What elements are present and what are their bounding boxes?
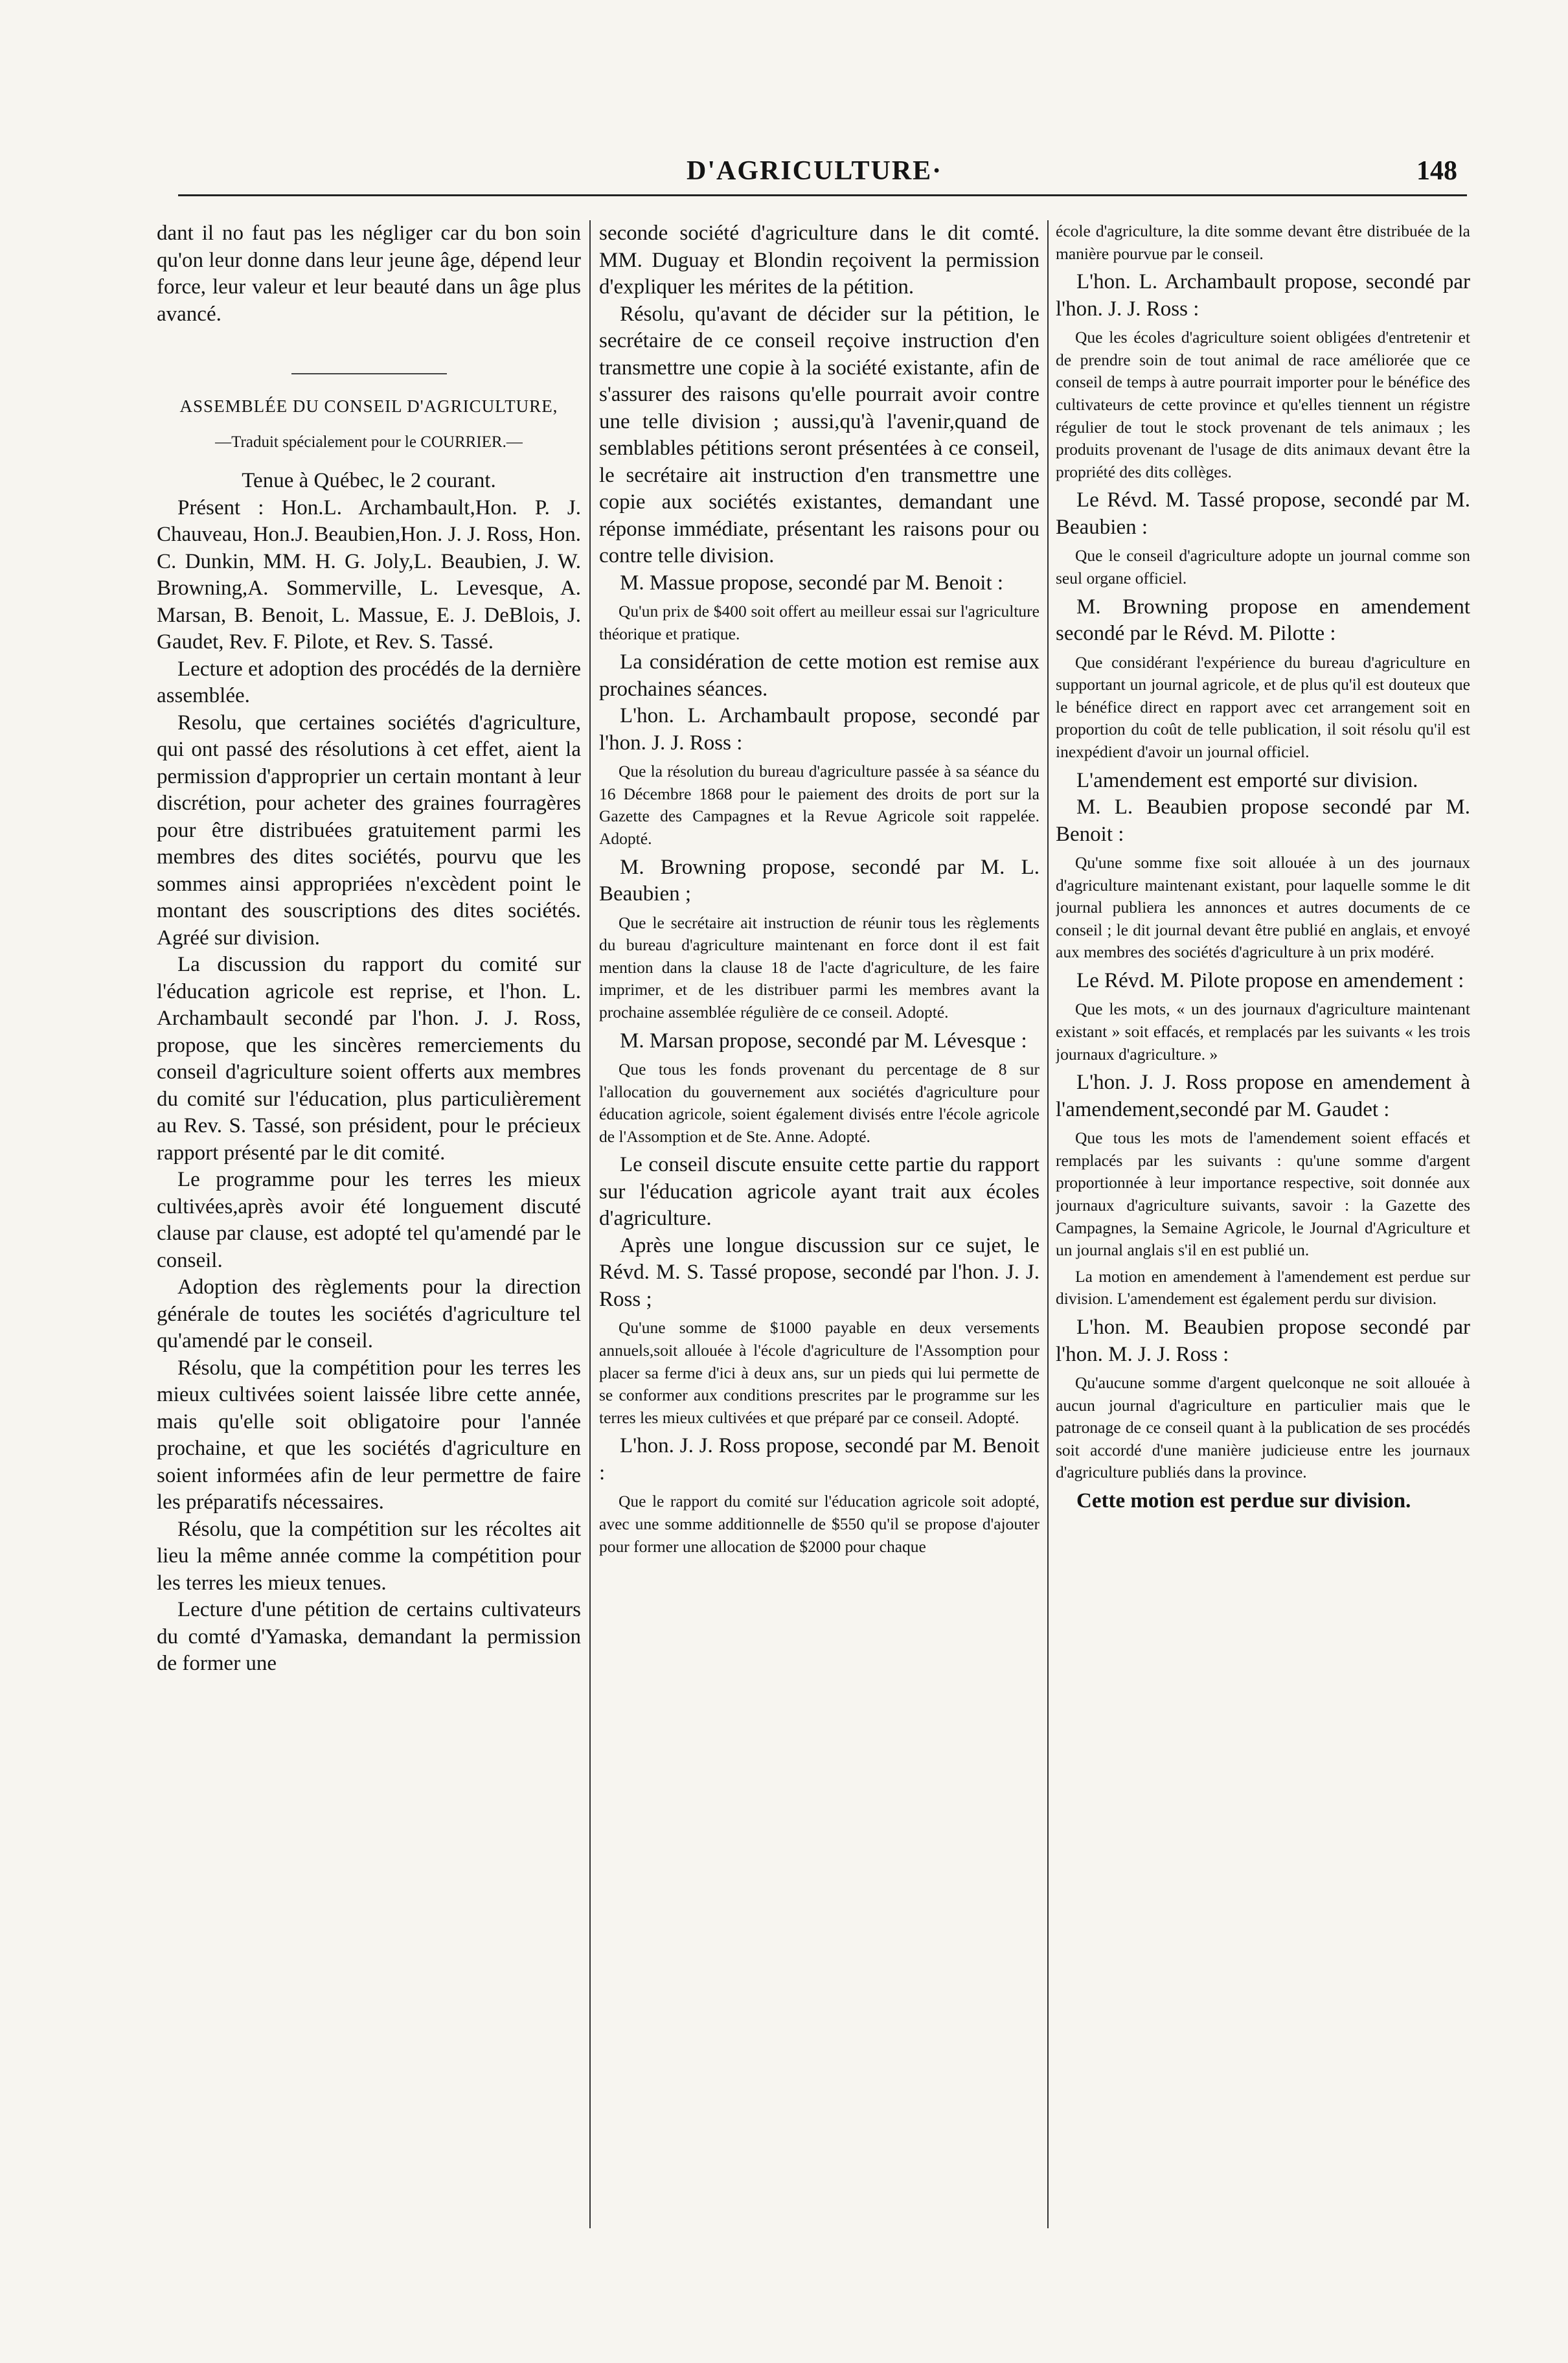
paragraph: La motion en amendement à l'amendement est perdue sur division. L'amendement est également perdu sur division. (1056, 1266, 1470, 1308)
motion: L'hon. L. Archambault propose, secondé par l'hon. J. J. Ross : (599, 704, 1040, 755)
motion: Le Révd. M. Pilote propose en amendement : (1076, 968, 1464, 992)
paragraph: Adoption des règlements pour la direction générale de toutes les sociétés d'agriculture tel qu'amendé par le conseil. (157, 1275, 581, 1353)
resolution: Résolu, que la compétition pour les terres les mieux cultivées soient laissée libre cette année, mais qu'elle soit obligatoire pour l'année prochaine, et que les sociétés d'agriculture en soient informées afin de leur permettre de faire les préparatifs nécessaires. (157, 1356, 581, 1514)
motion-text: Qu'un prix de $400 soit offert au meilleur essai sur l'agriculture théorique et pratique. (599, 602, 1040, 643)
motion: L'hon. L. Archambault propose, secondé par l'hon. J. J. Ross : (1056, 270, 1470, 321)
closing-statement: Cette motion est perdue sur division. (1076, 1489, 1411, 1513)
resolution: Resolu, que certaines sociétés d'agriculture, qui ont passé des résolutions à cet effet, aient la permission d'approprier un certain montant à leur discrétion, pour acheter des graines fourragères pour être distribuées gratuitement parmi les membres des dites sociétés, pourvu que les sommes ainsi appropriées n'excèdent point le montant des souscriptions des dites sociétés. Agréé sur division. (157, 711, 581, 950)
resolution: Résolu, que la compétition sur les récoltes ait lieu la même année comme la compétition pour les terres les mieux tenues. (157, 1517, 581, 1595)
attendance: Présent : Hon.L. Archambault,Hon. P. J. Chauveau, Hon.J. Beaubien,Hon. J. J. Ross, Hon. C. Dunkin, MM. H. G. Joly,L. Beaubien, J. W. Browning,A. Sommerville, L. Levesque, A. Marsan, B. Benoit, L. Massue, E. J. DeBlois, J. Gaudet, Rev. F. Pilote, et Rev. S. Tassé. (157, 496, 581, 654)
column-1 (157, 220, 581, 2266)
motion-text: Que le secrétaire ait instruction de réunir tous les règlements du bureau d'agriculture maintenant en force dont il est fait mention dans la clause 18 de l'acte d'agriculture, de les faire imprimer, et de les distribuer parmi les membres avant la prochaine assemblée régulière de ce conseil. Adopté. (599, 913, 1040, 1022)
motion-text: Que la résolution du bureau d'agriculture passée à sa séance du 16 Décembre 1868 pour le paiement des droits de port sur la Gazette des Campagnes et la Revue Agricole soit rappelée. Adopté. (599, 762, 1040, 848)
motion: M. L. Beaubien propose secondé par M. Benoit : (1056, 795, 1470, 846)
motion: L'hon. J. J. Ross propose, secondé par M. Benoit : (599, 1434, 1040, 1485)
column-divider (589, 220, 591, 2228)
section-separator (291, 373, 447, 374)
motion-text: Qu'une somme de $1000 payable en deux versements annuels,soit allouée à l'école d'agriculture de l'Assomption pour placer sa ferme d'ici à deux ans, sur un pieds qui lui permette de se conformer aux conditions prescrites par le programme sur les terres les mieux cultivées et que préparé par ce conseil. Adopté. (599, 1318, 1040, 1427)
running-title: D'AGRICULTURE· (687, 156, 943, 186)
meeting-date: Tenue à Québec, le 2 courant. (242, 469, 496, 492)
column-3 (1056, 220, 1470, 2266)
motion-text: Que tous les fonds provenant du percentage de 8 sur l'allocation du gouvernement aux sociétés d'agriculture pour éducation agricole, soient également divisés entre l'école agricole de l'Assomption et de Ste. Anne. Adopté. (599, 1060, 1040, 1146)
header-rule (178, 194, 1467, 196)
motion: L'hon. M. Beaubien propose secondé par l'hon. M. J. J. Ross : (1056, 1316, 1470, 1366)
motion-text: Que tous les mots de l'amendement soient effacés et remplacés par les suivants : qu'une somme d'argent proportionnée à leur importance respective, soit donnée aux journaux d'agriculture suivants, savoir : la Gazette des Campagnes, la Semaine Agricole, le Journal d'Agriculture et un journal anglais s'il en est publié un. (1056, 1128, 1470, 1260)
article-subheading: —Traduit spécialement pour le COURRIER.— (215, 433, 523, 451)
motion: M. Massue propose, secondé par M. Benoit : (620, 571, 1004, 595)
paragraph: La discussion du rapport du comité sur l'éducation agricole est reprise, et l'hon. L. Archambault secondé par l'hon. J. J. Ross, propose, que les sincères remerciements du conseil d'agriculture soient offerts aux membres du comité sur l'éducation, plus particulièrement au Rev. S. Tassé, son président, pour le précieux rapport présenté par le dit comité. (157, 953, 581, 1165)
motion: M. Browning propose, secondé par M. L. Beaubien ; (599, 855, 1040, 906)
paragraph: Le conseil discute ensuite cette partie du rapport sur l'éducation agricole ayant trait aux écoles d'agriculture. (599, 1153, 1040, 1231)
column-divider (1047, 220, 1049, 2228)
page-header (155, 150, 1464, 196)
article-heading: ASSEMBLÉE DU CONSEIL D'AGRICULTURE, (179, 396, 558, 416)
motion: M. Browning propose en amendement secondé par le Révd. M. Pilotte : (1056, 595, 1470, 646)
motion-text: école d'agriculture, la dite somme devant être distribuée de la manière pourvue par le conseil. (1056, 222, 1470, 263)
paragraph: Lecture d'une pétition de certains cultivateurs du comté d'Yamaska, demandant la permission de former une (157, 1598, 581, 1675)
paragraph: seconde société d'agriculture dans le dit comté. MM. Duguay et Blondin reçoivent la permission d'expliquer les mérites de la pétition. (599, 222, 1040, 299)
paragraph: dant il no faut pas les négliger car du bon soin qu'on leur donne dans leur jeune âge, dépend leur force, leur valeur et leur beauté dans un âge plus avancé. (157, 222, 581, 326)
motion-text: Que considérant l'expérience du bureau d'agriculture en supportant un journal agricole, et de plus qu'il est douteux que le bénéfice direct en rapport avec cet arrangement soit en proportion du coût de telle publication, il soit résolu qu'il est inexpédient d'avoir un journal officiel. (1056, 652, 1470, 761)
motion: Le Révd. M. Tassé propose, secondé par M. Beaubien : (1056, 488, 1470, 539)
motion-text: Qu'une somme fixe soit allouée à un des journaux d'agriculture maintenant existant, pour laquelle somme le dit journal publiera les annonces et autres documents de ce conseil ; le dit journal devant être publié en anglais, et envoyé aux membres des sociétés d'agriculture à un prix modéré. (1056, 853, 1470, 962)
page-number: 148 (1416, 156, 1457, 186)
motion-text: Que le rapport du comité sur l'éducation agricole soit adopté, avec une somme additionnelle de $550 qu'il se propose d'ajouter pour former une allocation de $2000 pour chaque (599, 1492, 1040, 1556)
column-2 (599, 220, 1040, 2266)
resolution: Résolu, qu'avant de décider sur la pétition, le secrétaire de ce conseil reçoive instruction d'en transmettre une copie à la société existante, afin de s'assurer des raisons qu'elle pourrait avoir contre une telle division ; aussi,qu'à l'avenir,quand de semblables pétitions seront présentées à ce conseil, le secrétaire ait instruction d'en transmettre une copie aux sociétés existantes, demandant une réponse immédiate, présentant les raisons pour ou contre telle division. (599, 302, 1040, 567)
motion-text: Que les écoles d'agriculture soient obligées d'entretenir et de prendre soin de tout animal de race améliorée que ce conseil de temps à autre pourrait importer pour le bénéfice des cultivateurs de cette province et qu'elles tiennent un régistre régulier de tout le stock provenant de tels animaux ; les produits provenant de l'usage de dits animaux devant être la propriété des dits collèges. (1056, 328, 1470, 481)
paragraph: Lecture et adoption des procédés de la dernière assemblée. (157, 657, 581, 707)
motion: Après une longue discussion sur ce sujet, le Révd. M. S. Tassé propose, secondé par l'hon. J. J. Ross ; (599, 1233, 1040, 1311)
motion-text: Qu'aucune somme d'argent quelconque ne soit allouée à aucun journal d'agriculture en particulier mais que le patronage de ce conseil quant à la publication de ses procédés soit accordé d'une manière judicieuse entre les journaux d'agriculture publiés dans la province. (1056, 1373, 1470, 1482)
motion-text: Que les mots, « un des journaux d'agriculture maintenant existant » soit effacés, et remplacés par les suivants « les trois journaux d'agriculture. » (1056, 999, 1470, 1064)
paragraph: Le programme pour les terres les mieux cultivées,après avoir été longuement discuté clause par clause, est adopté tel qu'amendé par le conseil. (157, 1168, 581, 1272)
paragraph: L'amendement est emporté sur division. (1076, 768, 1418, 792)
motion-text: Que le conseil d'agriculture adopte un journal comme son seul organe officiel. (1056, 546, 1470, 588)
paragraph: La considération de cette motion est remise aux prochaines séances. (599, 650, 1040, 701)
motion: L'hon. J. J. Ross propose en amendement à l'amendement,secondé par M. Gaudet : (1056, 1071, 1470, 1121)
motion: M. Marsan propose, secondé par M. Lévesque : (620, 1029, 1027, 1053)
